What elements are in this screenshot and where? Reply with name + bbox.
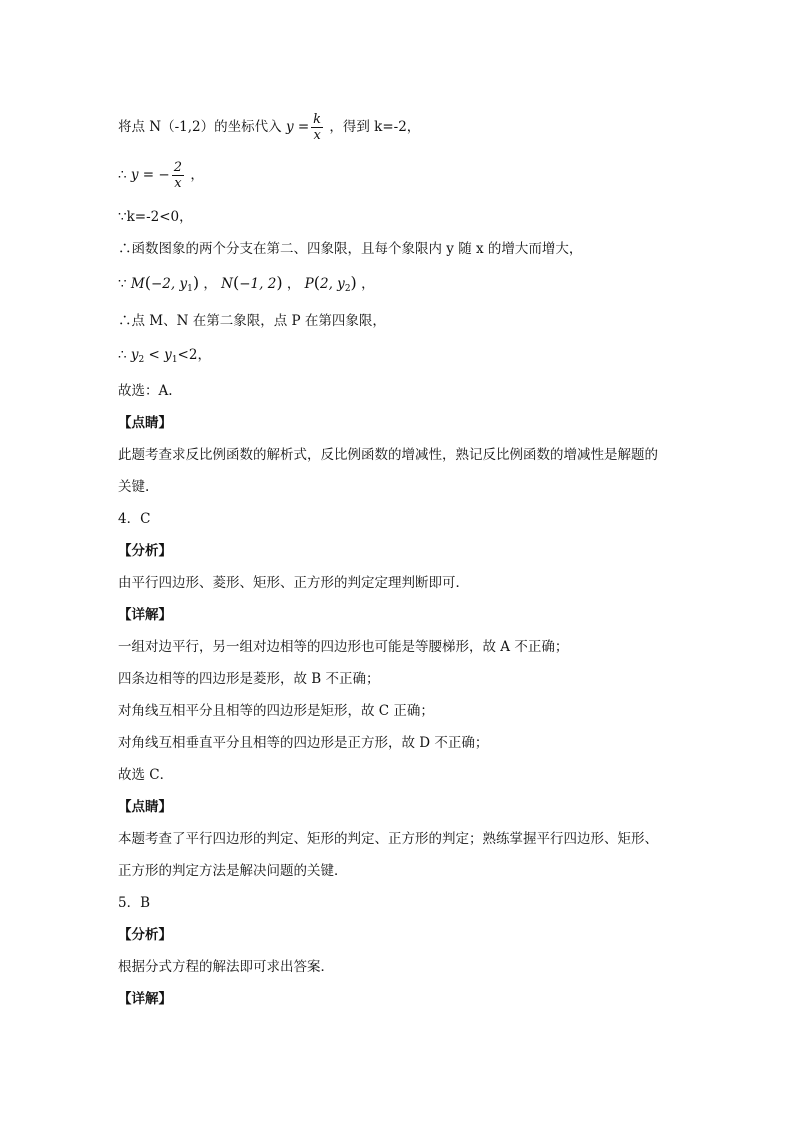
text-line-quadrants: ∴函数图象的两个分支在第二、四象限，且每个象限内 y 随 x 的增大而增大， [118, 241, 583, 257]
less-than: < [144, 347, 165, 363]
point-label: P [304, 276, 314, 292]
text-line-comment-2: 关键. [118, 479, 150, 495]
fraction-denominator: x [174, 176, 182, 191]
point-label: M [130, 276, 145, 292]
text-line-option-a: 一组对边平行，另一组对边相等的四边形也可能是等腰梯形，故 A 不正确； [118, 639, 569, 655]
question-number-5: 5．B [118, 895, 151, 911]
section-heading-detail: 【详解】 [118, 607, 172, 623]
section-heading-comment: 【点睛】 [118, 415, 172, 431]
therefore-symbol: ∴ [118, 167, 127, 183]
fraction-2-over-x [172, 160, 184, 191]
equation-inverse-k [285, 112, 325, 143]
text-line-analysis-5: 根据分式方程的解法即可求出答案． [118, 959, 334, 975]
section-heading-analysis: 【分析】 [118, 927, 172, 943]
text-line-comment-3: 本题考查了平行四边形的判定、矩形的判定、正方形的判定；熟练掌握平行四边形、矩形、 [118, 831, 658, 847]
point-coord: −2, y [150, 276, 188, 292]
point-coord: −1, 2 [239, 276, 277, 292]
equation-inverse-2 [130, 160, 186, 191]
text-line-comment-1: 此题考查求反比例函数的解析式，反比例函数的增减性，熟记反比例函数的增减性是解题的 [118, 447, 658, 463]
section-heading-detail: 【详解】 [118, 991, 172, 1007]
text-line-comment-4: 正方形的判定方法是解决问题的关键． [118, 863, 348, 879]
point-label: N [221, 276, 233, 292]
fraction-numerator: k [313, 112, 322, 127]
equation-lhs: y = [285, 119, 310, 135]
subscript: 2 [138, 355, 145, 365]
text-line-option-d: 对角线互相垂直平分且相等的四边形是正方形，故 D 不正确； [118, 735, 489, 751]
point-coord: 2, y [320, 276, 345, 292]
fraction-numerator: 2 [173, 160, 183, 175]
separator: ， [203, 276, 217, 292]
text-line-k-negative: ∵k=-2<0， [118, 209, 193, 225]
var-y: y [164, 347, 172, 363]
text-line-points [118, 274, 698, 298]
fraction-denominator: x [313, 128, 321, 143]
section-heading-comment: 【点睛】 [118, 799, 172, 815]
text-segment: 将点 N（-1,2）的坐标代入 [118, 119, 282, 135]
subscript: 1 [171, 355, 178, 365]
text-line-answer-a: 故选：A. [118, 383, 173, 399]
separator: ， [286, 276, 301, 292]
subscript: 2 [344, 284, 351, 294]
text-segment: ， [361, 276, 375, 292]
fraction-k-over-x [311, 112, 323, 143]
text-line-point-quadrants: ∴点 M、N 在第二象限，点 P 在第四象限， [118, 313, 386, 329]
var-y: y [130, 347, 139, 363]
text-line-function-result [118, 160, 698, 191]
question-number-4: 4．C [118, 511, 151, 527]
inequality [131, 347, 178, 363]
point-m: M(−2, $y_1$) [130, 273, 200, 294]
because-symbol: ∵ [118, 276, 127, 292]
text-line-inequality [118, 346, 698, 369]
point-n: N(−1, 2) [221, 273, 283, 292]
subscript: 1 [187, 284, 193, 294]
text-line-option-b: 四条边相等的四边形是菱形，故 B 不正确； [118, 671, 380, 687]
text-line-substitute-point [118, 112, 698, 143]
text-line-analysis-4: 由平行四边形、菱形、矩形、正方形的判定定理判断即可． [118, 575, 469, 591]
section-heading-analysis: 【分析】 [118, 543, 172, 559]
equation-lhs: y = − [130, 167, 170, 183]
text-line-answer-c: 故选 C． [118, 767, 174, 783]
point-p: P(2, $y_2$) [304, 273, 357, 294]
text-segment: ， [190, 167, 204, 183]
text-line-option-c: 对角线互相平分且相等的四边形是矩形，故 C 正确； [118, 703, 434, 719]
therefore-symbol: ∴ [118, 347, 127, 363]
text-segment: ，得到 k=-2， [329, 119, 421, 135]
text-segment: <2， [177, 347, 211, 363]
